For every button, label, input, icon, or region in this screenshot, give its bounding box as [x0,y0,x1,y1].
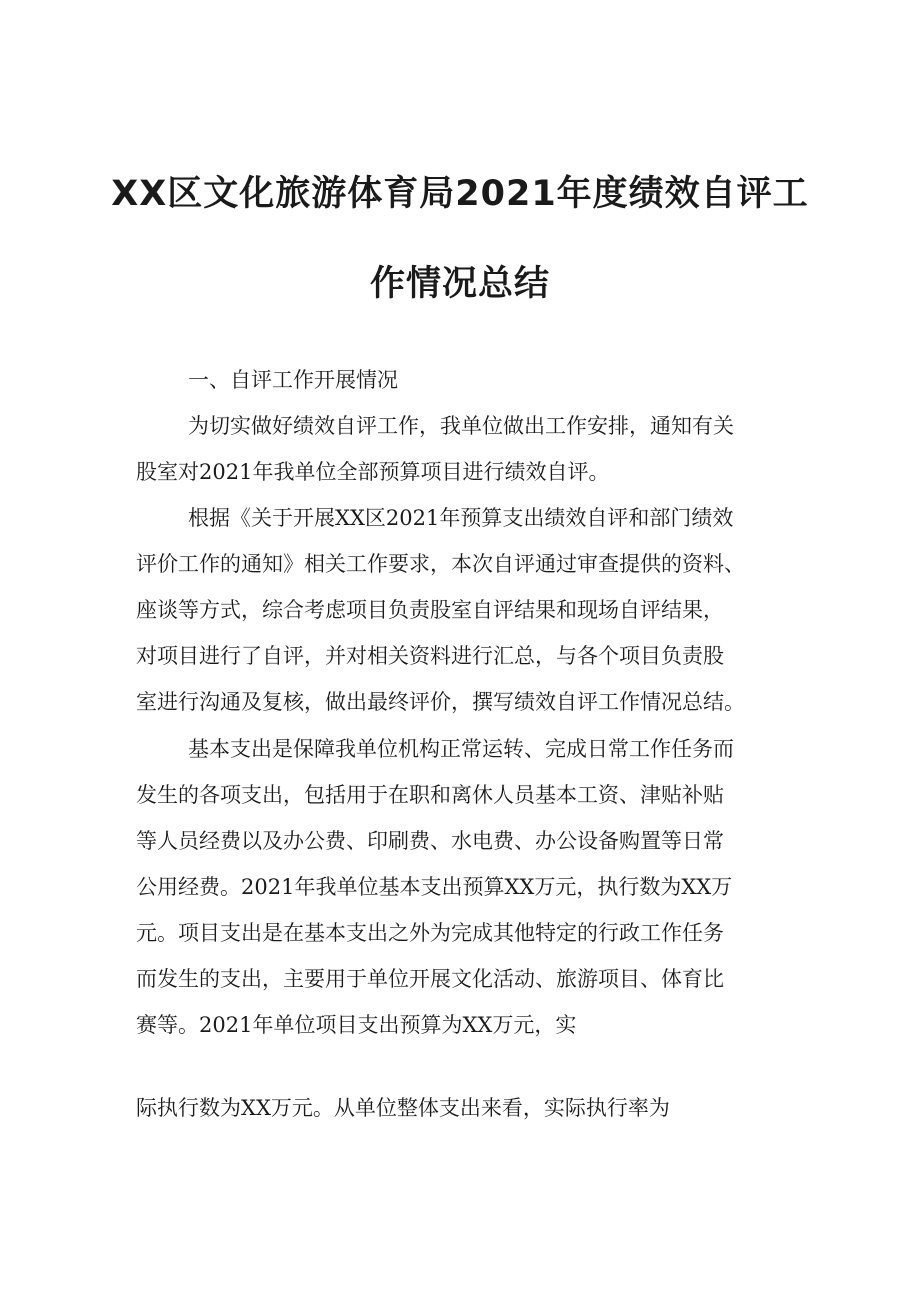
paragraph-line: 股室对2021年我单位全部预算项目进行绩效自评。 [136,460,610,484]
paragraph-line: 际执行数为XX万元。从单位整体支出来看，实际执行率为 [136,1096,670,1120]
paragraph-line: 评价工作的通知》相关工作要求，本次自评通过审查提供的资料、 [136,552,745,576]
paragraph-line: 等人员经费以及办公费、印刷费、水电费、办公设备购置等日常 [136,829,724,853]
paragraph-line: 为切实做好绩效自评工作，我单位做出工作安排，通知有关 [188,414,734,438]
paragraph-line: 而发生的支出，主要用于单位开展文化活动、旅游项目、体育比 [136,967,724,991]
paragraph-line: 公用经费。2021年我单位基本支出预算XX万元，执行数为XX万 [136,875,733,899]
section-heading: 一、自评工作开展情况 [188,368,398,392]
paragraph-line: 对项目进行了自评，并对相关资料进行汇总，与各个项目负责股 [136,644,724,668]
paragraph-line: 赛等。2021年单位项目支出预算为XX万元，实 [136,1013,577,1037]
paragraph-line: 基本支出是保障我单位机构正常运转、完成日常工作任务而 [188,737,734,761]
paragraph-line: 元。项目支出是在基本支出之外为完成其他特定的行政工作任务 [136,921,724,945]
document-title-line-1: XX区文化旅游体育局2021年度绩效自评工 [111,174,809,214]
paragraph-line: 座谈等方式，综合考虑项目负责股室自评结果和现场自评结果， [136,598,724,622]
document-title-line-2: 作情况总结 [369,264,550,304]
paragraph-line: 室进行沟通及复核，做出最终评价，撰写绩效自评工作情况总结。 [136,690,745,714]
paragraph-line: 根据《关于开展XX区2021年预算支出绩效自评和部门绩效 [188,506,734,530]
paragraph-line: 发生的各项支出，包括用于在职和离休人员基本工资、津贴补贴 [136,783,724,807]
